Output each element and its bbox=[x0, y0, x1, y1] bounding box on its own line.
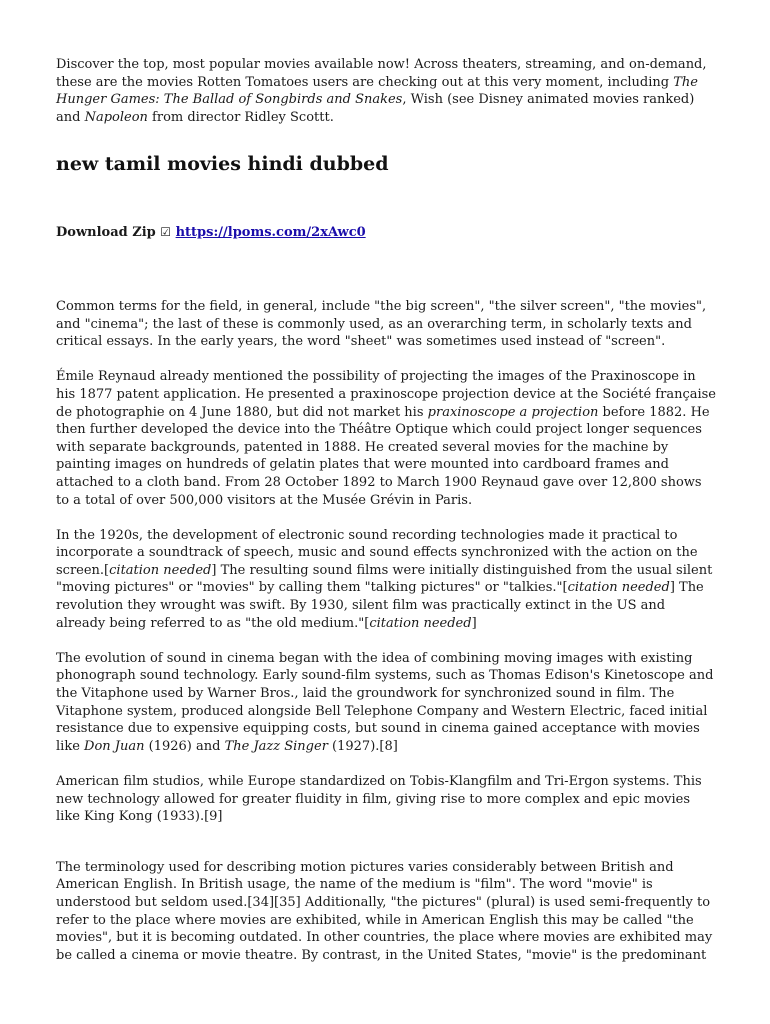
paragraph-terminology: The terminology used for describing motion pictures varies considerably between British and American English. In British usage, the name of the medium is "film". The word "movie" is understood but seldom used.[34][35] Additionally, "the pictures" (plural) is used semi-frequently to refer to the place where movies are exhibited, while in American English this may be called "the movies", but it is becoming outdated. In other countries, the place where movies are exhibited may be called a cinema or movie theatre. By contrast, in the United States, "movie" is the predominant bbox=[56, 859, 713, 963]
intro-paragraph: Discover the top, most popular movies available now! Across theaters, streaming, and on-demand, these are the movies Rotten Tomatoes users are checking out at this very moment, including The Hunger Games: The Ballad of Songbirds and Snakes, Wish (see Disney animated movies ranked) and Napoleon from director Ridley Scottt. bbox=[56, 57, 707, 125]
paragraph-common-terms: Common terms for the field, in general, include "the big screen", "the silver screen", "the movies", and "cinema"; the last of these is commonly used, as an overarching term, in scholarly texts and critical essays. In the early years, the word "sheet" was sometimes used instead of "screen". bbox=[56, 298, 707, 350]
intro-emphasis-napoleon: Napoleon bbox=[84, 109, 148, 125]
page-title: new tamil movies hindi dubbed bbox=[56, 153, 389, 176]
intro-emphasis-hunger-games: The Hunger Games: The Ballad of Songbirds and Snakes bbox=[56, 74, 698, 108]
download-link[interactable]: https://lpoms.com/2xAwc0 bbox=[175, 225, 366, 241]
download-label: Download Zip bbox=[56, 225, 156, 241]
paragraph-sound-evolution: The evolution of sound in cinema began with the idea of combining moving images with existing phonograph sound technology. Early sound-film systems, such as Thomas Edison's Kinetoscope and the Vitaphone used by Warner Bros., laid the groundwork for synchronized sound in film. The Vitaphone system, produced alongside Bell Telephone Company and Western Electric, faced initial resistance due to expensive equipping costs, but sound in cinema gained acceptance with movies like Don Juan (1926) and The Jazz Singer (1927).[8] bbox=[56, 650, 714, 754]
paragraph-reynaud: Émile Reynaud already mentioned the possibility of projecting the images of the Praxinoscope in his 1877 patent application. He presented a praxinoscope projection device at the Société française de photographie on 4 June 1880, but did not market his praxinoscope a projection before 1882. He then further developed the device into the Théâtre Optique which could project longer sequences with separate backgrounds, patented in 1888. He created several movies for the machine by painting images on hundreds of gelatin plates that were mounted into cardboard frames and attached to a cloth band. From 28 October 1892 to March 1900 Reynaud gave over 12,800 shows to a total of over 500,000 visitors at the Musée Grévin in Paris. bbox=[56, 369, 716, 508]
document-page bbox=[56, 56, 716, 982]
download-line bbox=[56, 224, 716, 242]
paragraph-sound-1920s: In the 1920s, the development of electronic sound recording technologies made it practical to incorporate a soundtrack of speech, music and sound effects synchronized with the action on the screen.[citation needed] The resulting sound films were initially distinguished from the usual silent "moving pictures" or "movies" by calling them "talking pictures" or "talkies."[citation needed] The revolution they wrought was swift. By 1930, silent film was practically extinct in the US and already being referred to as "the old medium."[citation needed] bbox=[56, 527, 713, 631]
download-arrow-icon: ☑ bbox=[160, 225, 172, 240]
paragraph-studios: American film studios, while Europe standardized on Tobis-Klangfilm and Tri-Ergon systems. This new technology allowed for greater fluidity in film, giving rise to more complex and epic movies like King Kong (1933).[9] bbox=[56, 774, 702, 825]
